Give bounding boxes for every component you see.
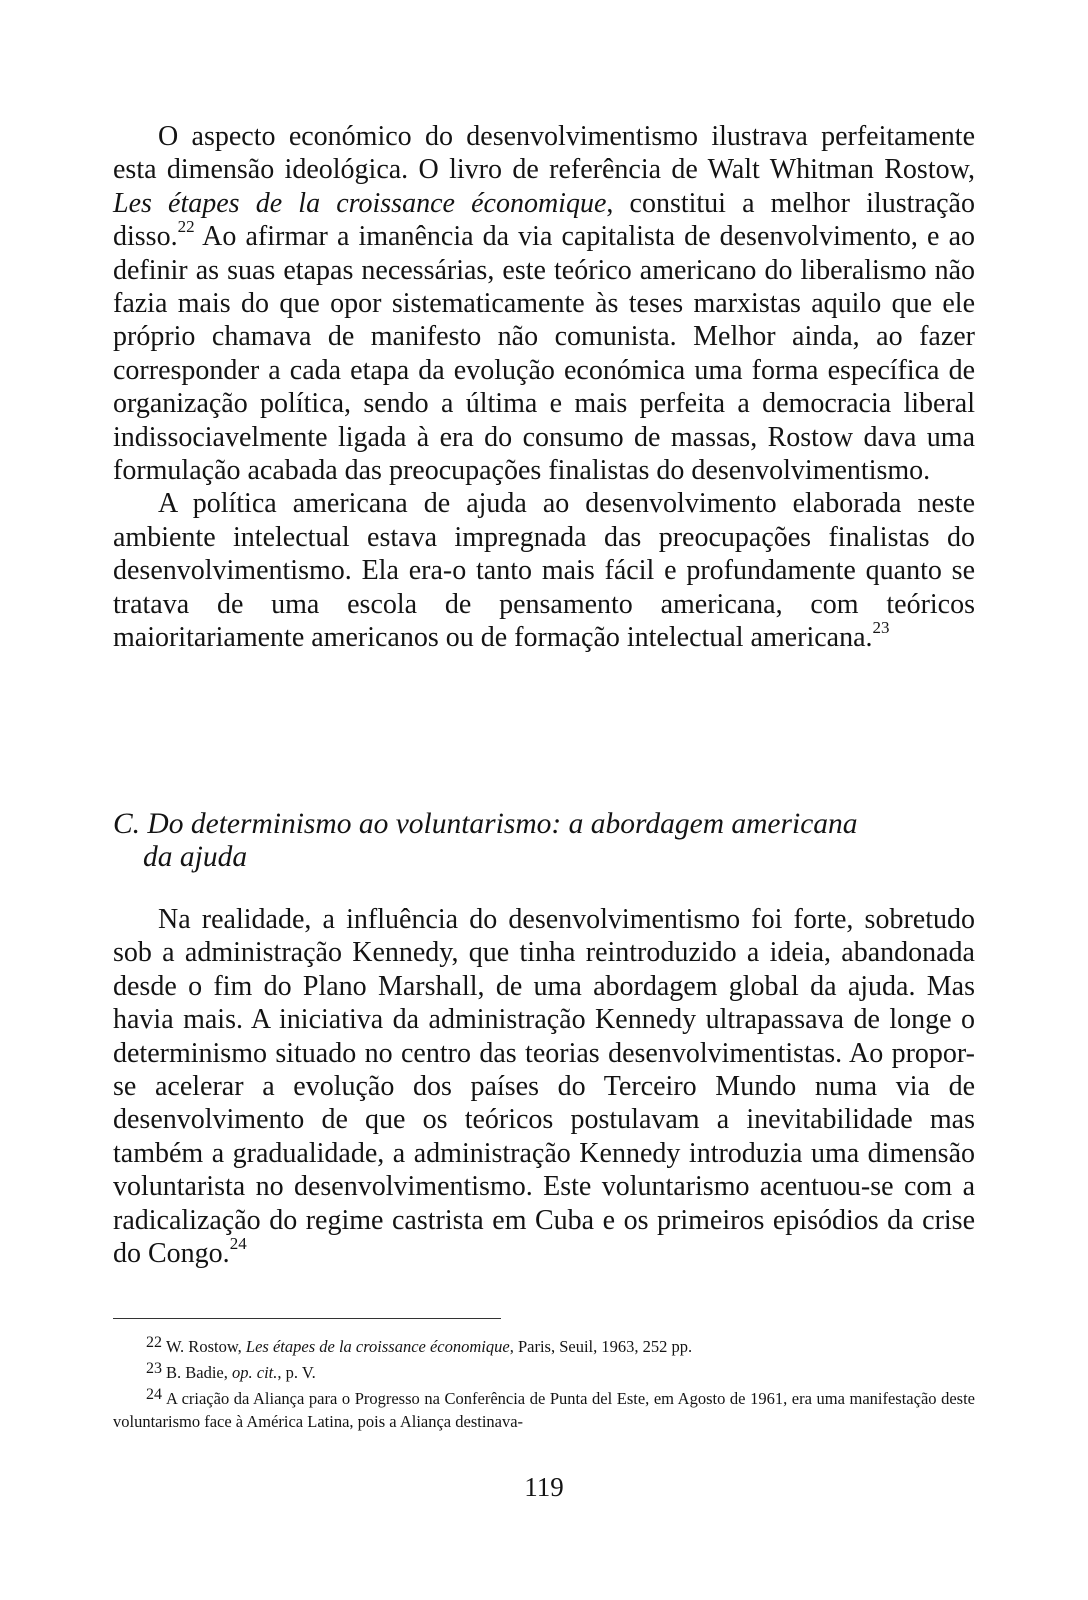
paragraph-text: , constitui a melhor ilustração disso. (113, 187, 975, 253)
footnote-text: B. Badie, (166, 1363, 232, 1382)
footnote-separator (113, 1318, 501, 1319)
footnote-ref-24: 24 (229, 1233, 247, 1253)
footnote-italic: op. cit. (232, 1363, 278, 1382)
footnote-number: 23 (146, 1360, 162, 1377)
body-text-bottom (113, 903, 975, 1270)
footnote-22 (113, 1336, 975, 1359)
section-heading-line: da ajuda (143, 841, 248, 873)
page-number: 119 (524, 1472, 564, 1502)
section-heading (113, 808, 975, 874)
paragraph-text: O aspecto económico do desenvolvimentismo ilustrava perfeitamente esta dimensão ideológica. O livro de referência de Walt Whitman Rostow, (113, 121, 975, 186)
section-heading-line: C. Do determinismo ao voluntarismo: a abordagem americana (113, 808, 858, 840)
paragraph-text: Na realidade, a influência do desenvolvimentismo foi forte, sobretudo sob a administração Kennedy, que tinha reintroduzido a ideia, abandonada desde o fim do Plano Marshall, de uma abordagem global da ajuda. Mas havia mais. A iniciativa da administração Kennedy ultrapassava de longe o determinismo situado no centro das teorias desenvolvimentistas. Ao propor-se acelerar a evolução dos países do Terceiro Mundo numa via de desenvolvimento de que os teóricos postulavam a inevitabilidade mas também a gradualidade, a administração Kennedy introduzia uma dimensão voluntarista no desenvolvimentismo. Este voluntarismo acentuou-se com a radicalização do regime castrista em Cuba e os primeiros episódios da crise do Congo. (113, 904, 975, 1270)
paragraph-kennedy (113, 903, 975, 1270)
footnote-text: , Paris, Seuil, 1963, 252 pp. (509, 1337, 693, 1356)
footnote-number: 24 (146, 1386, 162, 1403)
footnote-number: 22 (146, 1334, 162, 1351)
footnote-text: , p. V. (277, 1363, 316, 1382)
paragraph-text: Ao afirmar a imanência da via capitalista de desenvolvimento, e ao definir as suas etapas necessárias, este teórico americano do liberalismo não fazia mais do que opor sistematicamente às teses marxistas aquilo que ele próprio chamava de manifesto não comunista. Melhor ainda, ao fazer corresponder a cada etapa da evolução económica uma forma específica de organização política, sendo a última e mais perfeita a democracia liberal indissociavelmente ligada à era do consumo de massas, Rostow dava uma formulação acabada das preocupações finalistas do desenvolvimentismo. (113, 221, 975, 487)
paragraph-rostow (113, 120, 975, 487)
book-title-italic: Les étapes de la croissance économique (113, 187, 607, 219)
footnote-23 (113, 1362, 975, 1385)
footnote-italic: Les étapes de la croissance économique (245, 1337, 510, 1356)
footnote-text: W. Rostow, (166, 1337, 246, 1356)
footnote-text: A criação da Aliança para o Progresso na Conferência de Punta del Este, em Agosto de 1961, era uma manifestação deste voluntarismo face à América Latina, pois a Aliança destinava- (113, 1389, 975, 1431)
paragraph-text: A política americana de ajuda ao desenvolvimento elaborada neste ambiente intelectual estava impregnada das preocupações finalistas do desenvolvimentismo. Ela era-o tanto mais fácil e profundamente quanto se tratava de uma escola de pensamento americana, com teóricos maioritariamente americanos ou de formação intelectual americana. (113, 488, 975, 654)
paragraph-american-policy (113, 487, 975, 654)
body-text-top (113, 120, 975, 655)
footnote-ref-22: 22 (177, 216, 195, 236)
footnote-ref-23: 23 (872, 617, 890, 637)
footnote-24 (113, 1388, 975, 1433)
